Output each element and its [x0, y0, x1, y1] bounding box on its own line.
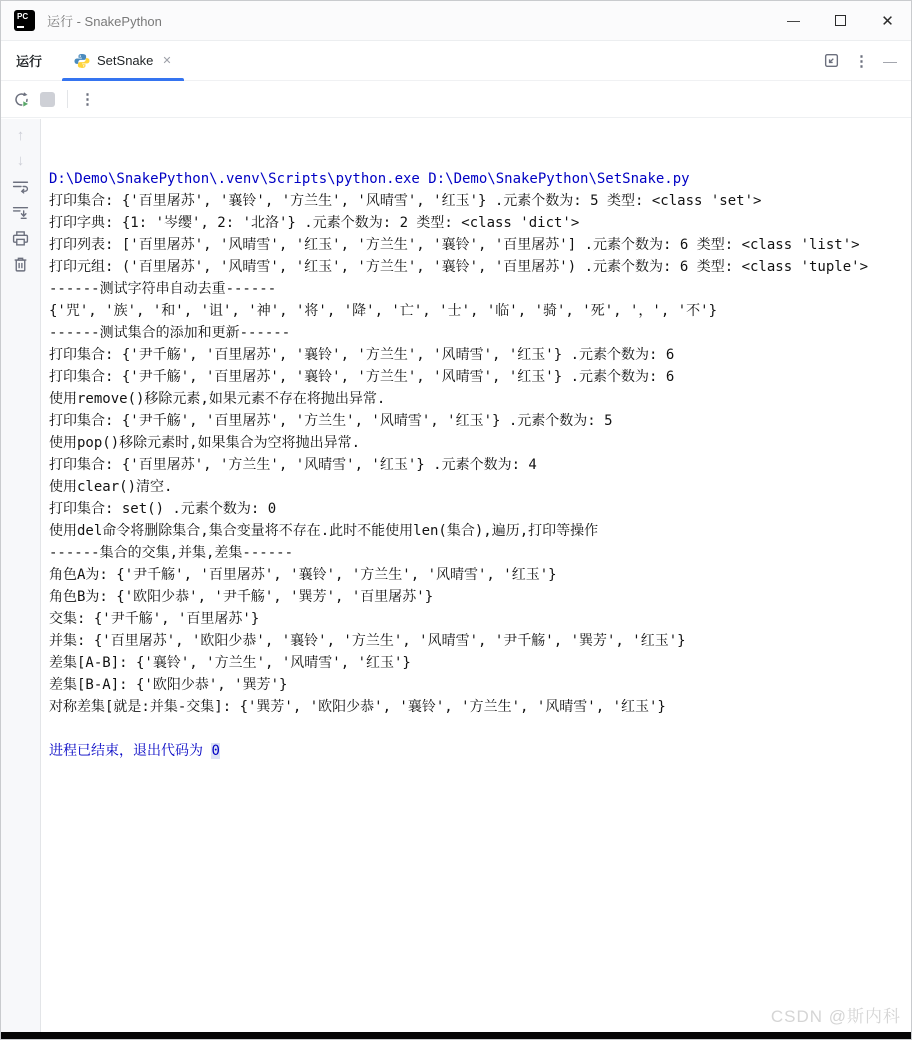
dock-window-icon[interactable] — [823, 52, 840, 69]
console-line: 差集[B-A]: {'欧阳少恭', '巽芳'} — [49, 677, 288, 693]
console-line: 使用del命令将删除集合,集合变量将不存在.此时不能使用len(集合),遍历,打印等操作 — [49, 523, 599, 539]
watermark-text: CSDN @斯内科 — [770, 1007, 901, 1026]
maximize-button[interactable] — [817, 1, 864, 41]
console-line: 使用clear()清空. — [49, 479, 173, 495]
run-toolbar — [1, 81, 911, 118]
console-line: 打印集合: {'尹千觞', '百里屠苏', '襄铃', '方兰生', '风晴雪', '红玉'} .元素个数为: 6 — [49, 369, 675, 385]
console-line: 进程已结束，退出代码为 0 — [49, 743, 220, 759]
print-icon[interactable] — [12, 230, 29, 247]
tool-window-header — [1, 41, 911, 81]
console-line — [49, 718, 903, 740]
console-line: 对称差集[就是:并集-交集]: {'巽芳', '欧阳少恭', '襄铃', '方兰生', '风晴雪', '红玉'} — [49, 699, 666, 715]
scroll-to-end-icon[interactable] — [12, 204, 29, 221]
console-line: ------测试集合的添加和更新------ — [49, 325, 291, 341]
close-icon: ✕ — [881, 12, 894, 30]
pycharm-logo-dash — [17, 26, 24, 28]
toolbar-divider — [67, 90, 68, 108]
close-button[interactable] — [864, 1, 911, 41]
console-area — [1, 119, 911, 1032]
pycharm-logo-icon — [14, 10, 35, 31]
soft-wrap-icon[interactable] — [12, 178, 29, 195]
window-title: 运行 - SnakePython — [47, 14, 162, 29]
minimize-icon: — — [787, 13, 800, 28]
console-line: 并集: {'百里屠苏', '欧阳少恭', '襄铃', '方兰生', '风晴雪', '尹千觞', '巽芳', '红玉'} — [49, 633, 686, 649]
prev-occurrence-icon[interactable]: ↑ — [16, 127, 25, 144]
console-line: 打印列表: ['百里屠苏', '风晴雪', '红玉', '方兰生', '襄铃', '百里屠苏'] .元素个数为: 6 类型: <class 'list'> — [49, 237, 860, 253]
console-line: 打印集合: set() .元素个数为: 0 — [49, 501, 277, 517]
stop-icon — [40, 92, 55, 107]
python-icon — [74, 53, 90, 69]
console-line: 使用remove()移除元素,如果元素不存在将抛出异常. — [49, 391, 386, 407]
rerun-button[interactable] — [12, 90, 31, 109]
console-line: {'咒', '族', '和', '诅', '神', '将', '降', '亡', '士', '临', '骑', '死', '，', '不'} — [49, 303, 718, 319]
console-gutter — [1, 119, 41, 1032]
header-actions — [823, 52, 897, 70]
console-line: ------集合的交集,并集,差集------ — [49, 545, 294, 561]
console-line: D:\Demo\SnakePython\.venv\Scripts\python.exe D:\Demo\SnakePython\SetSnake.py — [49, 171, 690, 187]
hide-toolwindow-icon[interactable]: — — [883, 52, 897, 69]
pycharm-logo-text: PC — [17, 12, 29, 21]
maximize-icon — [835, 15, 846, 26]
tab-close-icon[interactable]: ✕ — [162, 55, 172, 67]
console-line: 角色B为: {'欧阳少恭', '尹千觞', '巽芳', '百里屠苏'} — [49, 589, 434, 605]
exit-code-value: 0 — [211, 743, 220, 759]
console-line: 打印集合: {'百里屠苏', '襄铃', '方兰生', '风晴雪', '红玉'} .元素个数为: 5 类型: <class 'set'> — [49, 193, 762, 209]
stop-button[interactable] — [40, 92, 55, 107]
clear-all-icon[interactable] — [12, 256, 29, 273]
console-line: 使用pop()移除元素时,如果集合为空将抛出异常. — [49, 435, 360, 451]
console-line: 打印集合: {'百里屠苏', '方兰生', '风晴雪', '红玉'} .元素个数为: 4 — [49, 457, 537, 473]
console-line: 打印集合: {'尹千觞', '百里屠苏', '襄铃', '方兰生', '风晴雪', '红玉'} .元素个数为: 6 — [49, 347, 675, 363]
toolbar-more-options-icon[interactable]: ⋮ — [80, 91, 95, 108]
console-line: 打印集合: {'尹千觞', '百里屠苏', '方兰生', '风晴雪', '红玉'} .元素个数为: 5 — [49, 413, 613, 429]
window-controls — [770, 1, 911, 41]
console-line: 交集: {'尹千觞', '百里屠苏'} — [49, 611, 260, 627]
minimize-button[interactable] — [770, 1, 817, 41]
console-line: 差集[A-B]: {'襄铃', '方兰生', '风晴雪', '红玉'} — [49, 655, 411, 671]
console-lines — [49, 168, 903, 762]
tab-label: SetSnake — [97, 53, 154, 68]
console-line: 打印元组: ('百里屠苏', '风晴雪', '红玉', '方兰生', '襄铃', '百里屠苏') .元素个数为: 6 类型: <class 'tuple'> — [49, 259, 869, 275]
console-line: ------测试字符串自动去重------ — [49, 281, 277, 297]
run-toolwindow-label: 运行 — [16, 54, 43, 69]
tab-setsnake[interactable] — [62, 41, 184, 81]
console-output[interactable] — [41, 119, 911, 1032]
bottom-edge-bar — [1, 1032, 911, 1039]
console-line: 角色A为: {'尹千觞', '百里屠苏', '襄铃', '方兰生', '风晴雪', '红玉'} — [49, 567, 557, 583]
header-more-options-icon[interactable]: ⋮ — [854, 52, 869, 70]
next-occurrence-icon[interactable]: ↓ — [16, 152, 25, 169]
console-line: 打印字典: {1: '岑缨', 2: '北洛'} .元素个数为: 2 类型: <class 'dict'> — [49, 215, 580, 231]
title-bar[interactable] — [1, 1, 911, 41]
